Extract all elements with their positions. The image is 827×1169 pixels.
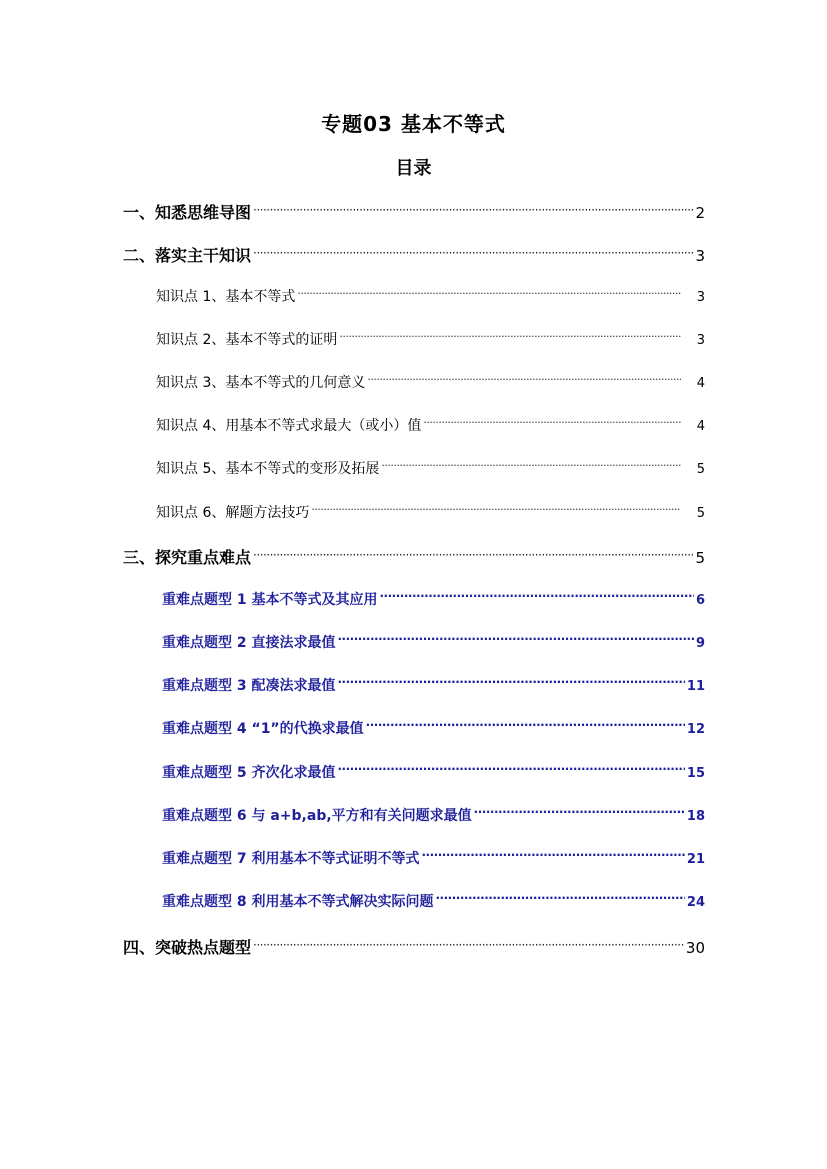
document-title: 专题03 基本不等式	[321, 112, 506, 136]
toc-page-number: 18	[686, 809, 705, 824]
dot-leader	[338, 675, 685, 689]
toc-page-number: 6	[695, 593, 705, 608]
toc-page-number: 30	[685, 939, 705, 957]
toc-page-number: 5	[696, 506, 705, 521]
toc-entry-topic-4[interactable]	[162, 718, 705, 738]
toc-entry-label: 重难点题型 1 基本不等式及其应用	[162, 592, 378, 608]
toc-entry-label: 重难点题型 6 与 a+b,ab,平方和有关问题求最值	[162, 808, 472, 824]
toc-entry-label: 三、探究重点难点	[123, 548, 252, 567]
toc-entry-knowledge-2[interactable]	[156, 329, 705, 349]
toc-entry-label: 二、落实主干知识	[123, 246, 252, 265]
toc-entry-knowledge-4[interactable]	[156, 415, 705, 435]
toc-entry-label: 重难点题型 2 直接法求最值	[162, 635, 336, 651]
dot-leader	[381, 459, 680, 472]
toc-entry-section-3[interactable]	[123, 545, 705, 568]
toc-entry-section-2[interactable]	[123, 243, 705, 266]
toc-page-number: 5	[696, 462, 705, 477]
toc-entry-topic-6[interactable]	[162, 805, 705, 825]
dot-leader	[297, 287, 680, 300]
toc-entry-knowledge-5[interactable]	[156, 458, 705, 478]
toc-entry-label: 重难点题型 4 “1”的代换求最值	[162, 721, 364, 737]
dot-leader	[436, 891, 685, 905]
toc-entry-knowledge-3[interactable]	[156, 372, 705, 392]
toc-entry-label: 四、突破热点题型	[123, 938, 252, 957]
toc-entry-label: 知识点 6、解题方法技巧	[156, 505, 310, 521]
toc-entry-label: 一、知悉思维导图	[123, 203, 252, 222]
toc-entry-label: 知识点 2、基本不等式的证明	[156, 332, 338, 348]
dot-leader	[253, 246, 693, 260]
toc-page-number: 11	[686, 679, 705, 694]
dot-leader	[474, 805, 685, 819]
toc-entry-topic-1[interactable]	[162, 589, 705, 609]
toc-entry-label: 知识点 1、基本不等式	[156, 289, 296, 305]
toc-page-number: 15	[686, 766, 705, 781]
toc-page-number: 3	[696, 333, 705, 348]
toc-entry-topic-7[interactable]	[162, 848, 705, 868]
toc-page-number: 24	[686, 895, 705, 910]
dot-leader	[253, 548, 693, 562]
toc-entry-knowledge-1[interactable]	[156, 286, 705, 306]
toc-page-number: 3	[695, 247, 705, 265]
toc-entry-topic-8[interactable]	[162, 891, 705, 911]
dot-leader	[253, 203, 693, 217]
toc-entry-label: 重难点题型 5 齐次化求最值	[162, 765, 336, 781]
toc-entry-section-1[interactable]	[123, 200, 705, 223]
toc-page-number: 9	[695, 636, 705, 651]
dot-leader	[253, 938, 684, 952]
toc-page-number: 21	[686, 852, 705, 867]
toc-heading: 目录	[395, 158, 432, 179]
dot-leader	[366, 718, 685, 732]
dot-leader	[423, 416, 680, 429]
toc-page-number: 5	[695, 549, 705, 567]
toc-entry-label: 知识点 4、用基本不等式求最大（或小）值	[156, 418, 422, 434]
dot-leader	[339, 330, 680, 343]
toc-entry-topic-5[interactable]	[162, 762, 705, 782]
toc-entry-knowledge-6[interactable]	[156, 502, 705, 522]
toc-entry-label: 知识点 3、基本不等式的几何意义	[156, 375, 366, 391]
dot-leader	[338, 762, 685, 776]
toc-entry-label: 重难点题型 7 利用基本不等式证明不等式	[162, 851, 420, 867]
toc-entry-topic-2[interactable]	[162, 632, 705, 652]
dot-leader	[367, 373, 680, 386]
toc-page-number: 2	[695, 204, 705, 222]
toc-entry-topic-3[interactable]	[162, 675, 705, 695]
dot-leader	[338, 632, 694, 646]
toc-page-number: 4	[696, 376, 705, 391]
toc-page-number: 4	[696, 419, 705, 434]
toc-entry-label: 重难点题型 3 配凑法求最值	[162, 678, 336, 694]
dot-leader	[311, 503, 680, 516]
toc-entry-label: 重难点题型 8 利用基本不等式解决实际问题	[162, 894, 434, 910]
dot-leader	[422, 848, 685, 862]
toc-entry-section-4[interactable]	[123, 935, 705, 958]
toc-page-number: 12	[686, 722, 705, 737]
toc-entry-label: 知识点 5、基本不等式的变形及拓展	[156, 461, 380, 477]
dot-leader	[380, 589, 694, 603]
toc-page-number: 3	[696, 290, 705, 305]
